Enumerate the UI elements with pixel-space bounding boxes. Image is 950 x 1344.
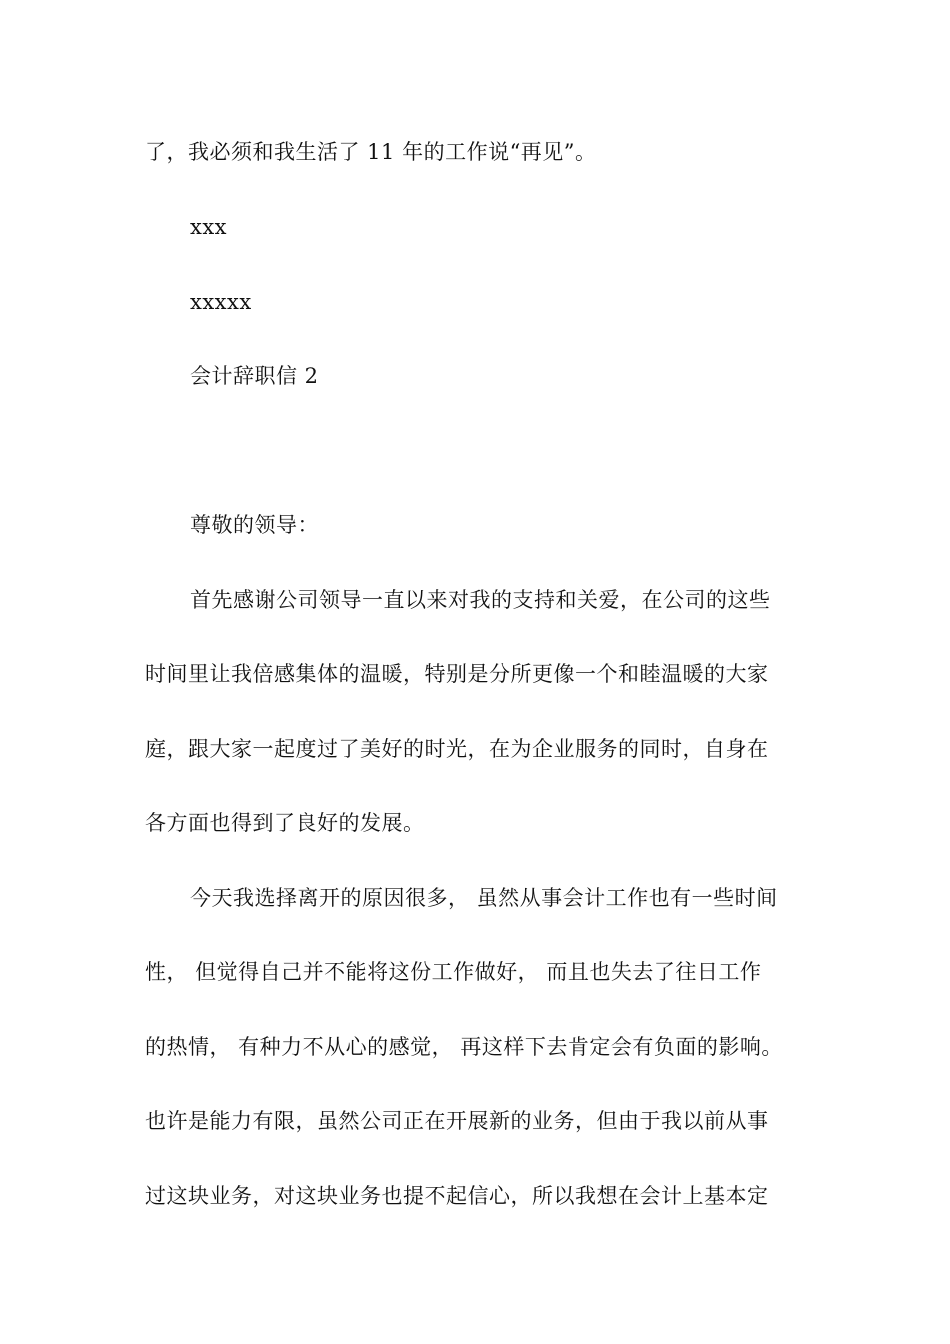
signature-name: xxx xyxy=(190,215,228,239)
text-line: 各方面也得到了良好的发展。 xyxy=(145,811,425,835)
text-line: 性， 但觉得自己并不能将这份工作做好， 而且也失去了往日工作 xyxy=(145,960,762,984)
text-line: 今天我选择离开的原因很多， 虽然从事会计工作也有一些时间 xyxy=(190,886,778,910)
text-line: 过这块业务，对这块业务也提不起信心，所以我想在会计上基本定 xyxy=(145,1184,769,1208)
section-heading: 会计辞职信 2 xyxy=(190,364,319,388)
text-line: 也许是能力有限，虽然公司正在开展新的业务，但由于我以前从事 xyxy=(145,1109,769,1133)
text-line: 首先感谢公司领导一直以来对我的支持和关爱，在公司的这些 xyxy=(190,588,771,612)
text-line: 了，我必须和我生活了 11 年的工作说“再见”。 xyxy=(145,140,597,164)
text-line: 的热情， 有种力不从心的感觉， 再这样下去肯定会有负面的影响。 xyxy=(145,1035,783,1059)
signature-date: xxxxx xyxy=(190,290,252,314)
text-line: 庭，跟大家一起度过了美好的时光，在为企业服务的同时，自身在 xyxy=(145,737,769,761)
text-line: 时间里让我倍感集体的温暖，特别是分所更像一个和睦温暖的大家 xyxy=(145,662,769,686)
salutation: 尊敬的领导： xyxy=(190,513,319,537)
